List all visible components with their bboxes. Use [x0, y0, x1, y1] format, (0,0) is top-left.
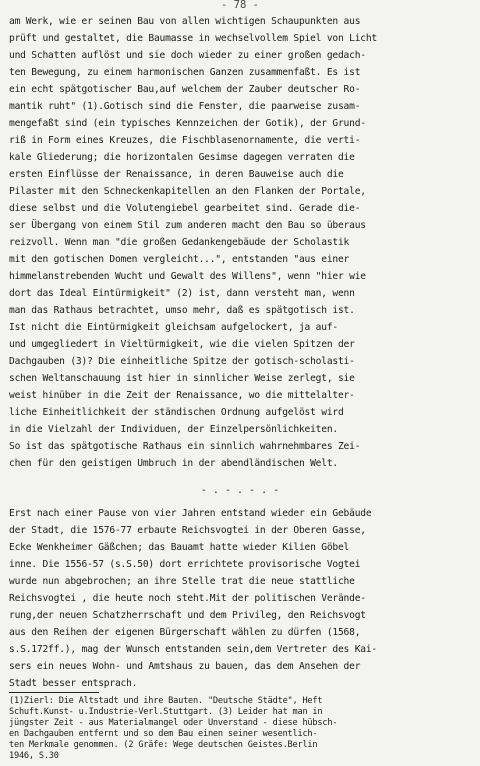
text-line: mantik ruht" (1).Gotisch sind die Fenster, die paarweise zusam- [9, 101, 361, 112]
text-line: Stadt besser entsprach. [9, 678, 138, 689]
text-line: dort das Ideal Eintürmigkeit" (2) ist, dann versteht man, wenn [9, 288, 355, 299]
text-line: Dachgauben (3)? Die einheitliche Spitze der gotisch-scholasti- [9, 356, 355, 367]
text-line: und Schatten auflöst und sie doch wieder zu einer großen gedach- [9, 50, 366, 61]
text-line: kale Gliederung; die horizontalen Gesimse dagegen verraten die [9, 152, 355, 163]
text-line: liche Einheitlichkeit der ständischen Ordnung aufgelöst wird [9, 407, 344, 418]
text-line: diese selbst und die Volutengiebel gearbeitet sind. Gerade die- [9, 203, 361, 214]
text-line: und umgegliedert in Vieltürmigkeit, wie die vielen Spitzen der [9, 339, 355, 350]
text-line: aus den Reihen der eigenen Bürgerschaft wählen zu dürfen (1568, [9, 627, 361, 638]
footnote-line: ten Merkmale genommen. (2 Gräfe: Wege deutschen Geistes.Berlin [9, 740, 318, 750]
text-line: sers ein neues Wohn- und Amtshaus zu bauen, das dem Ansehen der [9, 661, 361, 672]
text-line: s.S.172ff.), mag der Wunsch entstanden sein,dem Vertreter des Kai- [9, 644, 378, 655]
text-line: Pilaster mit den Schneckenkapitellen an den Flanken der Portale, [9, 186, 366, 197]
text-line: reizvoll. Wenn man "die großen Gedankengebäude der Scholastik [9, 237, 350, 248]
text-line: mit den gotischen Domen vergleicht...", entstanden "aus einer [9, 254, 350, 265]
text-line: Ecke Wenkheimer Gäßchen; das Bauamt hatte wieder Kilien Göbel [9, 542, 350, 553]
page-number: - 78 - [221, 0, 259, 11]
text-line: schen Weltanschauung ist hier in sinnlicher Weise zerlegt, sie [9, 373, 355, 384]
text-line: man das Rathaus betrachtet, umso mehr, daß es spätgotisch ist. [9, 305, 355, 316]
footnote-line: (1)Zierl: Die Altstadt und ihre Bauten. "Deutsche Städte", Heft [9, 696, 323, 706]
section-separator: - . - . - . - [200, 485, 280, 496]
text-line: am Werk, wie er seinen Bau von allen wichtigen Schaupunkten aus [9, 16, 361, 27]
text-line: prüft und gestaltet, die Baumasse in wechselvollem Spiel von Licht [9, 33, 378, 44]
footnote-line: 1946, S.30 [9, 751, 59, 761]
text-line: ersten Einflüsse der Renaissance, in deren Bauweise auch die [9, 169, 344, 180]
footnote-divider [9, 692, 99, 693]
text-line: wurde nun abgebrochen; an ihre Stelle trat die neue stattliche [9, 576, 355, 587]
text-line: himmelanstrebenden Wucht und Gewalt des Willens", wenn "hier wie [9, 271, 366, 282]
text-line: inne. Die 1556-57 (s.S.50) dort errichtete provisorische Vogtei [9, 559, 361, 570]
text-line: Ist nicht die Eintürmigkeit gleichsam aufgelockert, ja auf- [9, 322, 338, 333]
text-line: Reichsvogtei , die heute noch steht.Mit der politischen Verände- [9, 593, 366, 604]
text-line: ten Bewegung, zu einem harmonischen Ganzen zusammenfaßt. Es ist [9, 67, 361, 78]
text-line: weist hinüber in die Zeit der Renaissance, wo die mittelalter- [9, 390, 355, 401]
footnote-line: jüngster Zeit - aus Materialmangel oder Unverstand - diese hübsch- [9, 718, 338, 728]
text-line: mengefaßt sind (ein typisches Kennzeichen der Gotik), der Grund- [9, 118, 366, 129]
text-line: ein echt spätgotischer Bau,auf welchem der Zauber deutscher Ro- [9, 84, 361, 95]
text-line: Erst nach einer Pause von vier Jahren entstand wieder ein Gebäude [9, 508, 372, 519]
text-line: ser Übergang von einem Stil zum anderen macht den Bau so überaus [9, 220, 366, 231]
footnote-line: Schuft.Kunst- u.Industrie-Verl.Stuttgart. (3) Leider hat man in [9, 707, 323, 717]
text-line: chen für den geistigen Umbruch in der abendländischen Welt. [9, 458, 338, 469]
text-line: der Stadt, die 1576-77 erbaute Reichsvogtei in der Oberen Gasse, [9, 525, 366, 536]
text-line: riß in Form eines Kreuzes, die Fischblasenornamente, die verti- [9, 135, 361, 146]
text-line: in die Vielzahl der Individuen, der Einzelpersönlichkeiten. [9, 424, 338, 435]
footnote-line: en Dachgauben entfernt und so dem Bau einen seiner wesentlich- [9, 729, 318, 739]
text-line: So ist das spätgotische Rathaus ein sinnlich wahrnehmbares Zei- [9, 441, 361, 452]
text-line: rung,der neuen Schatzherrschaft und dem Privileg, den Reichsvogt [9, 610, 366, 621]
